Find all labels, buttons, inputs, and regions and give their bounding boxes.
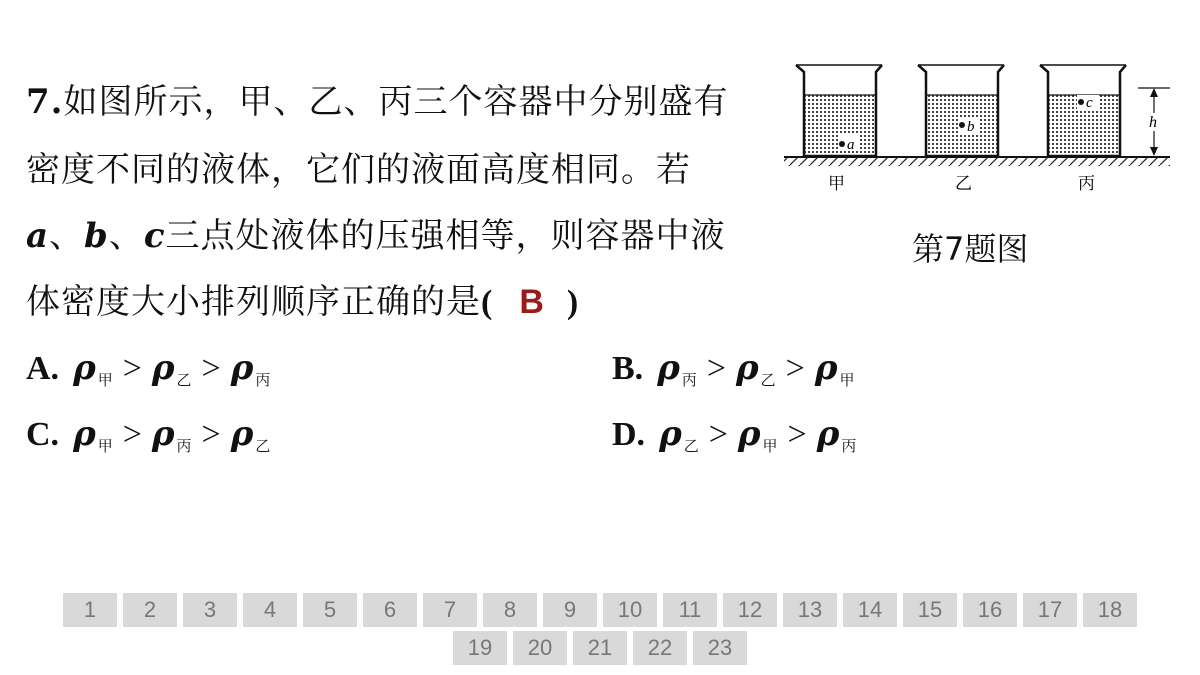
option-letter: D. (612, 416, 646, 453)
container-bing (1040, 65, 1126, 156)
question-line-2 (26, 150, 691, 190)
separator: 、 (49, 216, 85, 256)
rho-symbol: ρ (737, 414, 761, 454)
point-c-label: c (143, 216, 166, 256)
subscript: 甲 (762, 437, 778, 455)
point-a-label: a (26, 216, 50, 256)
page-button-23[interactable]: 23 (693, 631, 747, 665)
container-yi (918, 65, 1004, 156)
page-button-19[interactable]: 19 (453, 631, 507, 665)
page-button-17[interactable]: 17 (1023, 593, 1077, 627)
subscript: 丙 (176, 437, 192, 455)
page-button-12[interactable]: 12 (723, 593, 777, 627)
rho-symbol: ρ (230, 348, 254, 388)
gt-symbol: > (708, 416, 728, 453)
point-b-label: b (84, 216, 109, 256)
subscript: 甲 (839, 371, 855, 389)
rho-symbol: ρ (230, 414, 254, 454)
question-text-3: 三点处液体的压强相等，则容器中液 (165, 216, 726, 256)
subscript: 丙 (681, 371, 697, 389)
page-button-18[interactable]: 18 (1083, 593, 1137, 627)
height-label: h (1149, 114, 1157, 131)
subscript: 甲 (97, 371, 113, 389)
point-c-text: c (1086, 95, 1093, 111)
subscript: 乙 (176, 371, 192, 389)
page-button-2[interactable]: 2 (123, 593, 177, 627)
page-button-4[interactable]: 4 (243, 593, 297, 627)
question-number: 7. (26, 82, 64, 122)
page-button-5[interactable]: 5 (303, 593, 357, 627)
page-button-8[interactable]: 8 (483, 593, 537, 627)
page-button-20[interactable]: 20 (513, 631, 567, 665)
option-b[interactable] (612, 348, 864, 400)
option-d[interactable] (612, 414, 866, 466)
rho-symbol: ρ (151, 414, 175, 454)
option-c[interactable] (26, 414, 280, 466)
height-marker (1138, 88, 1170, 156)
open-paren: ( (481, 284, 494, 321)
page-button-16[interactable]: 16 (963, 593, 1017, 627)
containers-figure (780, 55, 1180, 205)
subscript: 丙 (255, 371, 271, 389)
gt-symbol: > (122, 350, 142, 387)
rho-symbol: ρ (659, 414, 682, 454)
rho-symbol: ρ (736, 348, 759, 388)
option-a[interactable] (26, 348, 280, 400)
subscript: 乙 (760, 371, 776, 389)
point-a-dot (839, 141, 845, 147)
page-button-15[interactable]: 15 (903, 593, 957, 627)
container-label-yi: 乙 (955, 174, 972, 194)
gt-symbol: > (201, 416, 221, 453)
point-c-dot (1078, 99, 1084, 105)
container-label-bing: 丙 (1078, 174, 1095, 194)
subscript: 丙 (841, 437, 857, 455)
rho-symbol: ρ (73, 348, 96, 388)
figure-caption: 第7题图 (912, 230, 1029, 268)
question-line-4 (26, 282, 579, 323)
rho-symbol: ρ (151, 348, 175, 388)
gt-symbol: > (201, 350, 221, 387)
gt-symbol: > (706, 350, 727, 387)
page-button-9[interactable]: 9 (543, 593, 597, 627)
question-text-1: 如图所示，甲、乙、丙三个容器中分别盛有 (63, 82, 729, 122)
page-button-1[interactable]: 1 (63, 593, 117, 627)
page-button-10[interactable]: 10 (603, 593, 657, 627)
page-button-7[interactable]: 7 (423, 593, 477, 627)
page-button-21[interactable]: 21 (573, 631, 627, 665)
gt-symbol: > (787, 416, 807, 453)
option-letter: C. (26, 416, 60, 453)
close-paren: ) (566, 284, 580, 321)
subscript: 甲 (97, 437, 113, 455)
point-b-dot (959, 122, 965, 128)
page-button-22[interactable]: 22 (633, 631, 687, 665)
answer-mark: B (519, 283, 545, 321)
question-text-4: 体密度大小排列顺序正确的是 (26, 282, 481, 322)
page-button-13[interactable]: 13 (783, 593, 837, 627)
ground-hatch (784, 157, 1170, 166)
question-line-1 (26, 82, 729, 122)
point-b-text: b (967, 119, 975, 135)
rho-symbol: ρ (73, 414, 96, 454)
option-letter: B. (612, 350, 644, 387)
container-jia (796, 65, 882, 156)
separator: 、 (108, 216, 144, 256)
subscript: 乙 (255, 437, 271, 455)
page-button-11[interactable]: 11 (663, 593, 717, 627)
page-button-14[interactable]: 14 (843, 593, 897, 627)
question-line-3 (26, 216, 726, 256)
gt-symbol: > (122, 416, 142, 453)
question-text-2: 密度不同的液体，它们的液面高度相同。若 (26, 150, 691, 190)
gt-symbol: > (785, 350, 805, 387)
page-button-6[interactable]: 6 (363, 593, 417, 627)
rho-symbol: ρ (814, 348, 838, 388)
subscript: 乙 (683, 437, 699, 455)
page-button-3[interactable]: 3 (183, 593, 237, 627)
point-a-text: a (847, 137, 855, 153)
rho-symbol: ρ (657, 348, 680, 388)
container-label-jia: 甲 (828, 174, 845, 194)
pagination-row-2 (0, 631, 1200, 665)
option-letter: A. (26, 350, 60, 387)
pagination-row-1 (0, 593, 1200, 627)
rho-symbol: ρ (816, 414, 840, 454)
